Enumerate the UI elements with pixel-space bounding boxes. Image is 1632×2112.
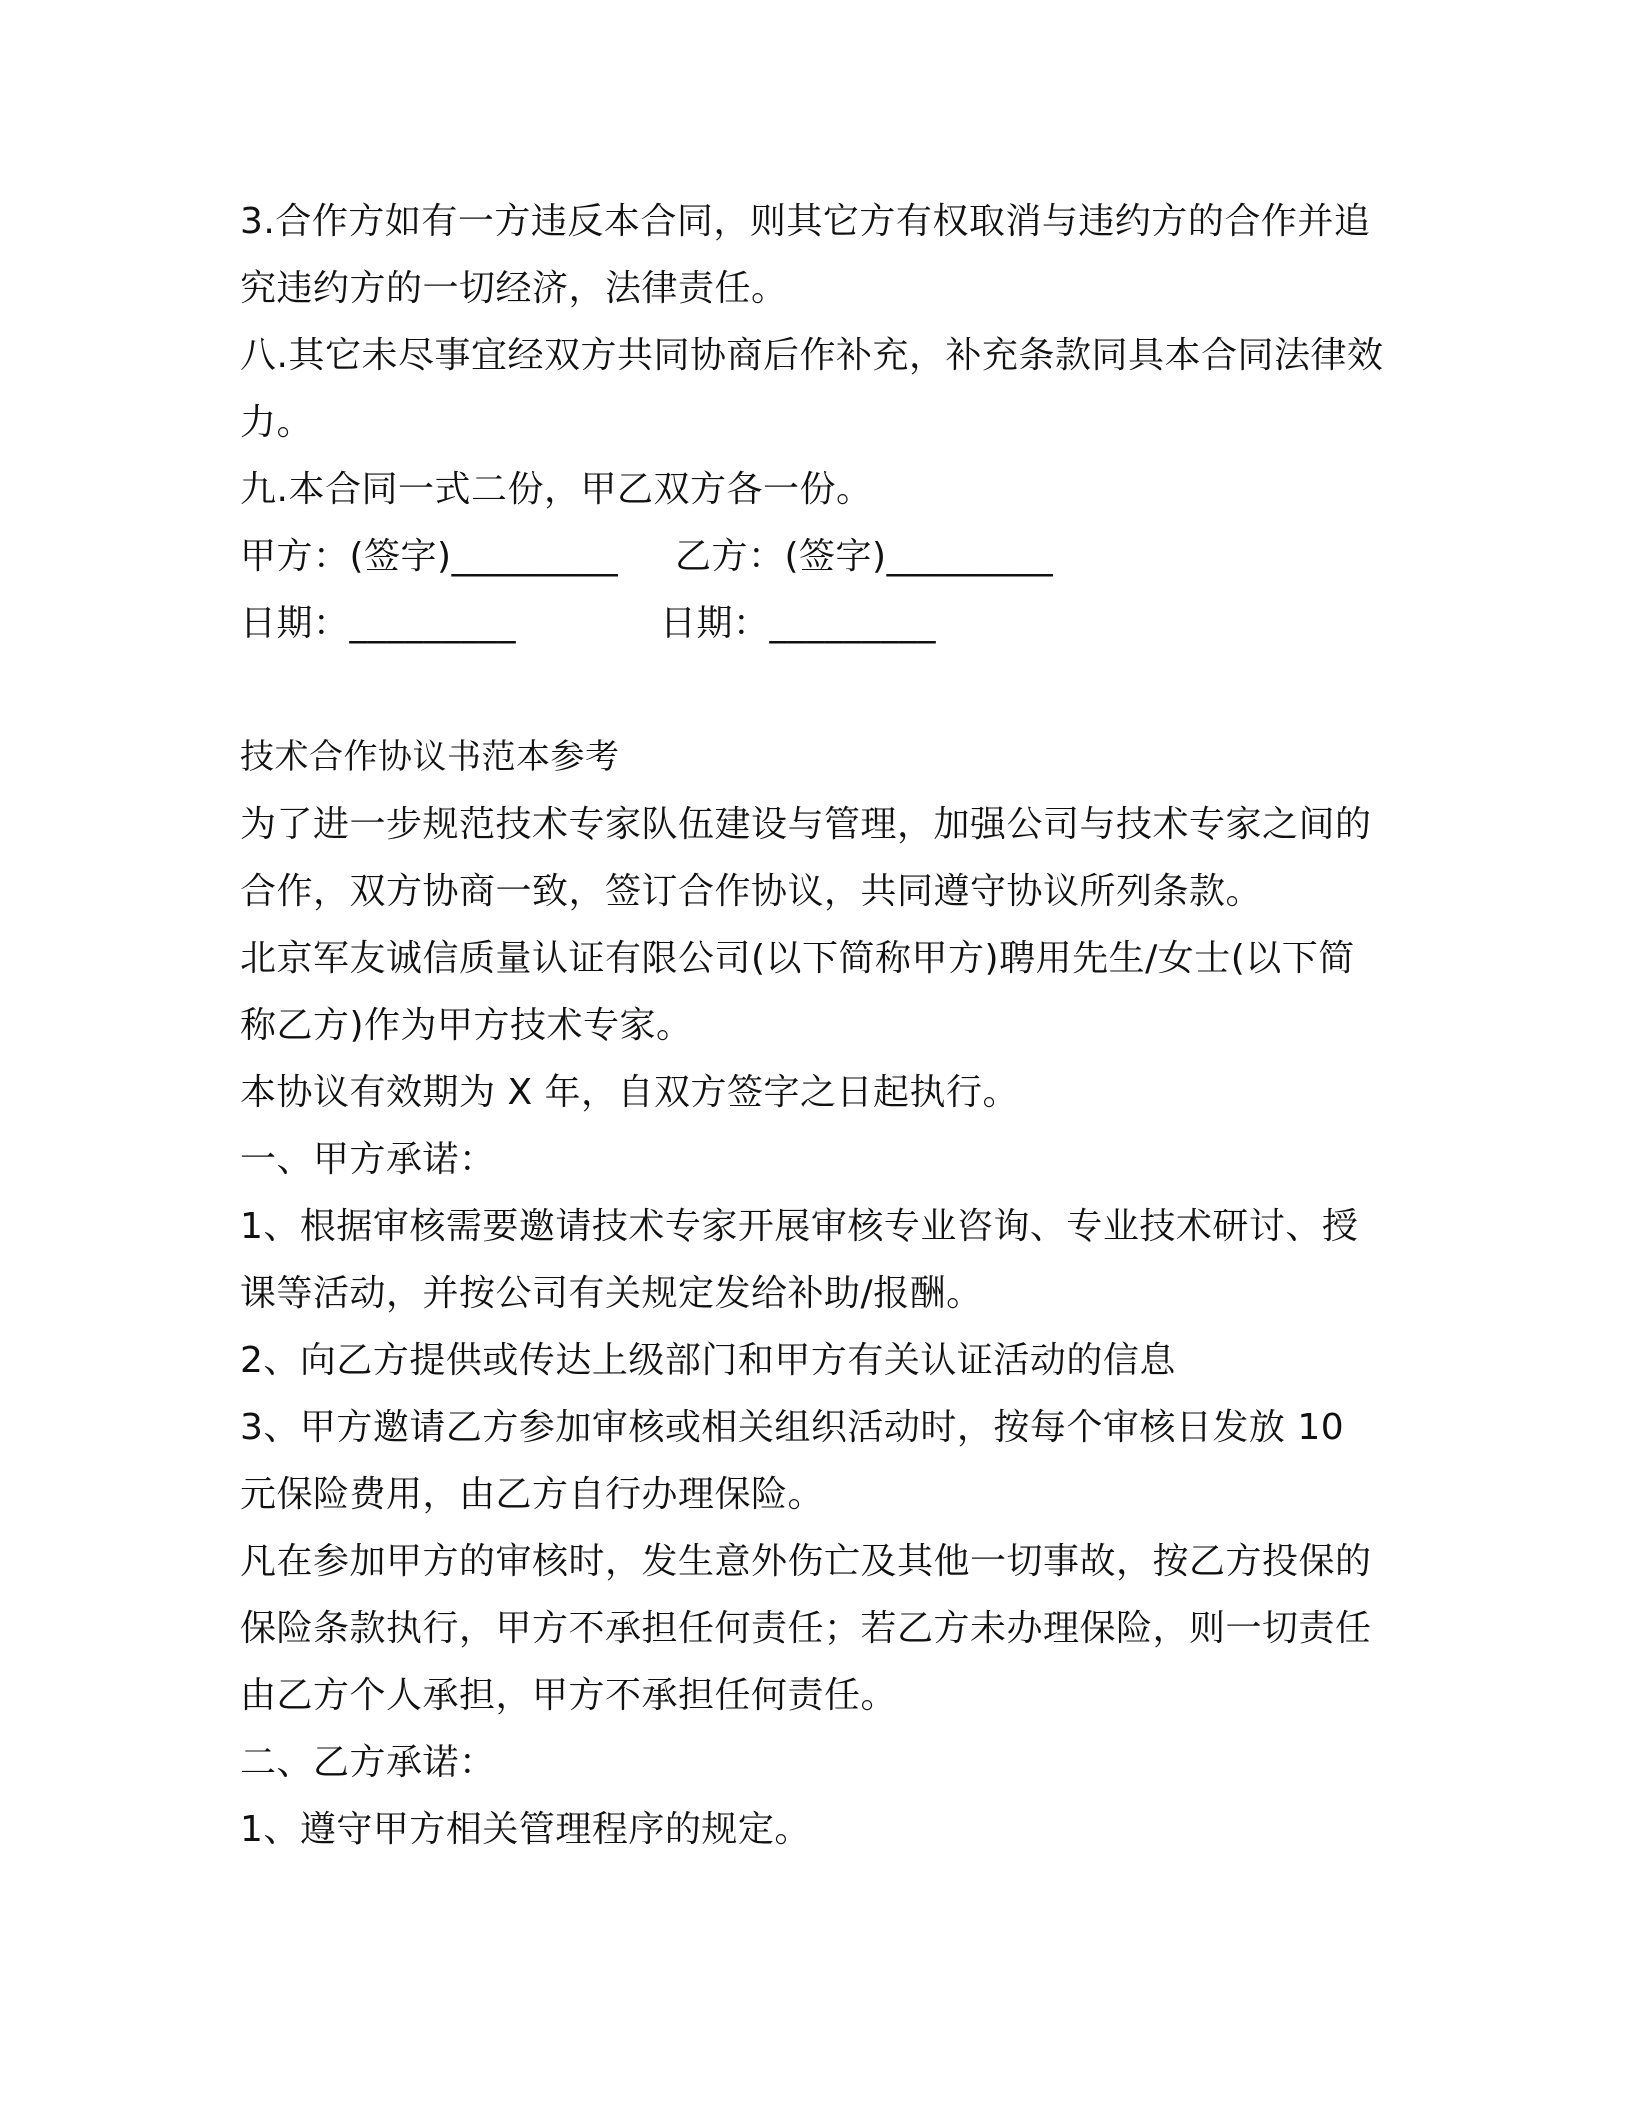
party-a-item-1: 1、根据审核需要邀请技术专家开展审核专业咨询、专业技术研讨、授课等活动，并按公司有关规定发给补助/报酬。 (240, 1206, 1359, 1314)
party-a-item-3: 3、甲方邀请乙方参加审核或相关组织活动时，按每个审核日发放 10 元保险费用，由乙方自行办理保险。 (240, 1407, 1345, 1515)
signature-row (240, 523, 1390, 590)
clause-9-copies: 九.本合同一式二份，甲乙双方各一份。 (240, 469, 873, 510)
parties-paragraph: 北京军友诚信质量认证有限公司(以下简称甲方)聘用先生/女士(以下简称乙方)作为甲方技术专家。 (240, 938, 1355, 1046)
section-spacer (240, 657, 1390, 724)
clause-3-breach: 3.合作方如有一方违反本合同，则其它方有权取消与违约方的合作并追究违约方的一切经济，法律责任。 (240, 201, 1371, 309)
party-b-item-1: 1、遵守甲方相关管理程序的规定。 (240, 1809, 811, 1850)
party-b-signature: 乙方：(签字)_________ (675, 536, 1054, 577)
party-b-date: 日期：_________ (660, 603, 937, 644)
party-b-heading: 二、乙方承诺： (240, 1742, 496, 1783)
date-row (240, 590, 1390, 657)
party-a-date: 日期：_________ (240, 603, 517, 644)
party-a-item-2: 2、向乙方提供或传达上级部门和甲方有关认证活动的信息 (240, 1340, 1176, 1381)
intro-paragraph: 为了进一步规范技术专家队伍建设与管理，加强公司与技术专家之间的合作，双方协商一致，签订合作协议，共同遵守协议所列条款。 (240, 804, 1372, 912)
validity-paragraph: 本协议有效期为 X 年，自双方签字之日起执行。 (240, 1072, 1020, 1113)
section-title: 技术合作协议书范本参考 (240, 737, 620, 777)
party-a-signature: 甲方：(签字)_________ (240, 536, 619, 577)
party-a-heading: 一、甲方承诺： (240, 1139, 496, 1180)
clause-8-supplement: 八.其它未尽事宜经双方共同协商后作补充，补充条款同具本合同法律效力。 (240, 335, 1384, 443)
insurance-paragraph: 凡在参加甲方的审核时，发生意外伤亡及其他一切事故，按乙方投保的保险条款执行，甲方不承担任何责任；若乙方未办理保险，则一切责任由乙方个人承担，甲方不承担任何责任。 (240, 1541, 1372, 1716)
document-body (240, 188, 1390, 1863)
